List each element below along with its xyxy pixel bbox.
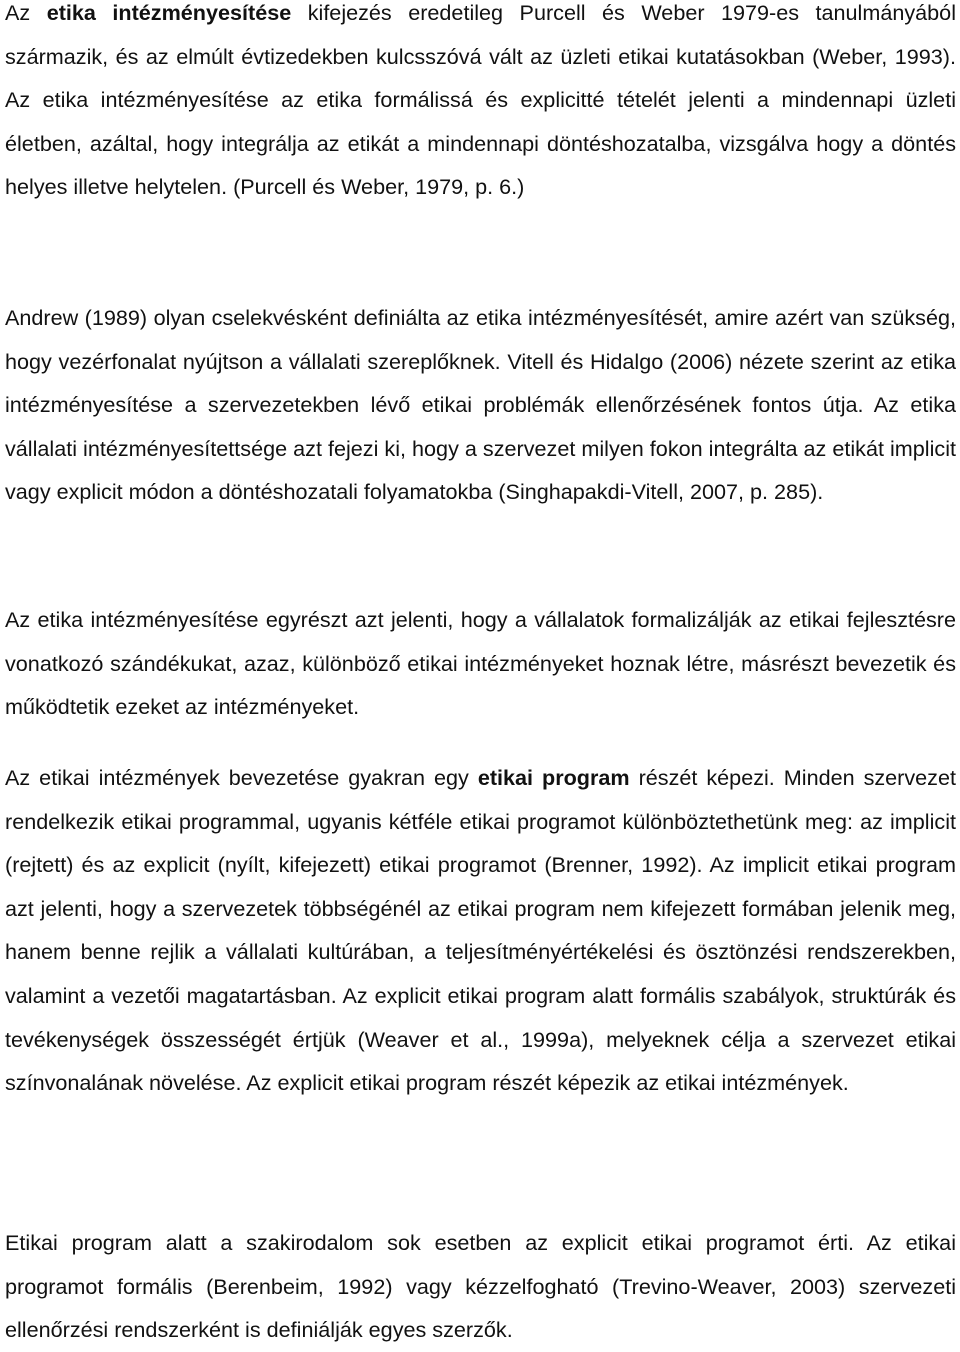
- text-run: Andrew (1989) olyan cselekvésként definiálta az etika intézményesítését, amire azért van szükség, hogy vezérfonalat nyújtson a vállalati szereplőknek. Vitell és Hidalgo (2006) nézete szerint az etika intézményesítése a szervezetekben lévő etikai problémák ellenőrzésének fontos útja. Az etika vállalati intézményesítettsége azt fejezi ki, hogy a szervezet milyen fokon integrálta az etikát implicit vagy explicit módon a döntéshozatali folyamatokba (Singhapakdi-Vitell, 2007, p. 285).: [5, 305, 956, 505]
- bold-term-etika-intezmenyesitese: etika intézményesítése: [46, 0, 292, 25]
- text-run: Az: [5, 0, 47, 25]
- text-run: Etikai program alatt a szakirodalom sok esetben az explicit etikai programot érti. Az etikai programot formális (Berenbeim, 1992) vagy kézzelfogható (Trevino-Weaver, 2003) szervezeti ellenőrzési rendszerként is definiálják egyes szerzők.: [5, 1230, 956, 1343]
- text-run: kifejezés eredetileg Purcell és Weber 1979-es tanulmányából származik, és az elmúlt évtizedekben kulcsszóvá vált az üzleti etikai kutatásokban (Weber, 1993). Az etika intézményesítése az etika formálissá és explicitté tételét jelenti a mindennapi üzleti életben, azáltal, hogy integrálja az etikát a mindennapi döntéshozatalba, vizsgálva hogy a döntés helyes illetve helytelen. (Purcell és Weber, 1979, p. 6.): [5, 0, 956, 200]
- text-run: Az etikai intézmények bevezetése gyakran egy: [5, 765, 478, 790]
- paragraph-ethics-program-literature: [5, 1221, 956, 1352]
- bold-term-etikai-program: etikai program: [477, 765, 630, 790]
- text-run: Az etika intézményesítése egyrészt azt jelenti, hogy a vállalatok formalizálják az etikai fejlesztésre vonatkozó szándékukat, azaz, különböző etikai intézményeket hoznak létre, másrészt bevezetik és működtetik ezeket az intézményeket.: [5, 607, 956, 720]
- paragraph-etika-intezmenyesitese-origin: [5, 0, 956, 209]
- text-run: részét képezi. Minden szervezet rendelkezik etikai programmal, ugyanis kétféle etikai programot különböztethetünk meg: az implicit (rejtett) és az explicit (nyílt, kifejezett) etikai programot (Brenner, 1992). Az implicit etikai program azt jelenti, hogy a szervezetek többségénél az etikai program nem kifejezett formában jelenik meg, hanem benne rejlik a vállalati kultúrában, a teljesítményértékelési és ösztönzési rendszerekben, valamint a vezetői magatartásban. Az explicit etikai program alatt formális szabályok, struktúrák és tevékenységek összességét értjük (Weaver et al., 1999a), melyeknek célja a szervezet etikai színvonalának növelése. Az explicit etikai program részét képezik az etikai intézmények.: [5, 765, 956, 1096]
- paragraph-andrew-definition: [5, 296, 956, 514]
- paragraph-institutionalization-meaning: [5, 598, 956, 729]
- paragraph-ethics-program: [5, 756, 956, 1105]
